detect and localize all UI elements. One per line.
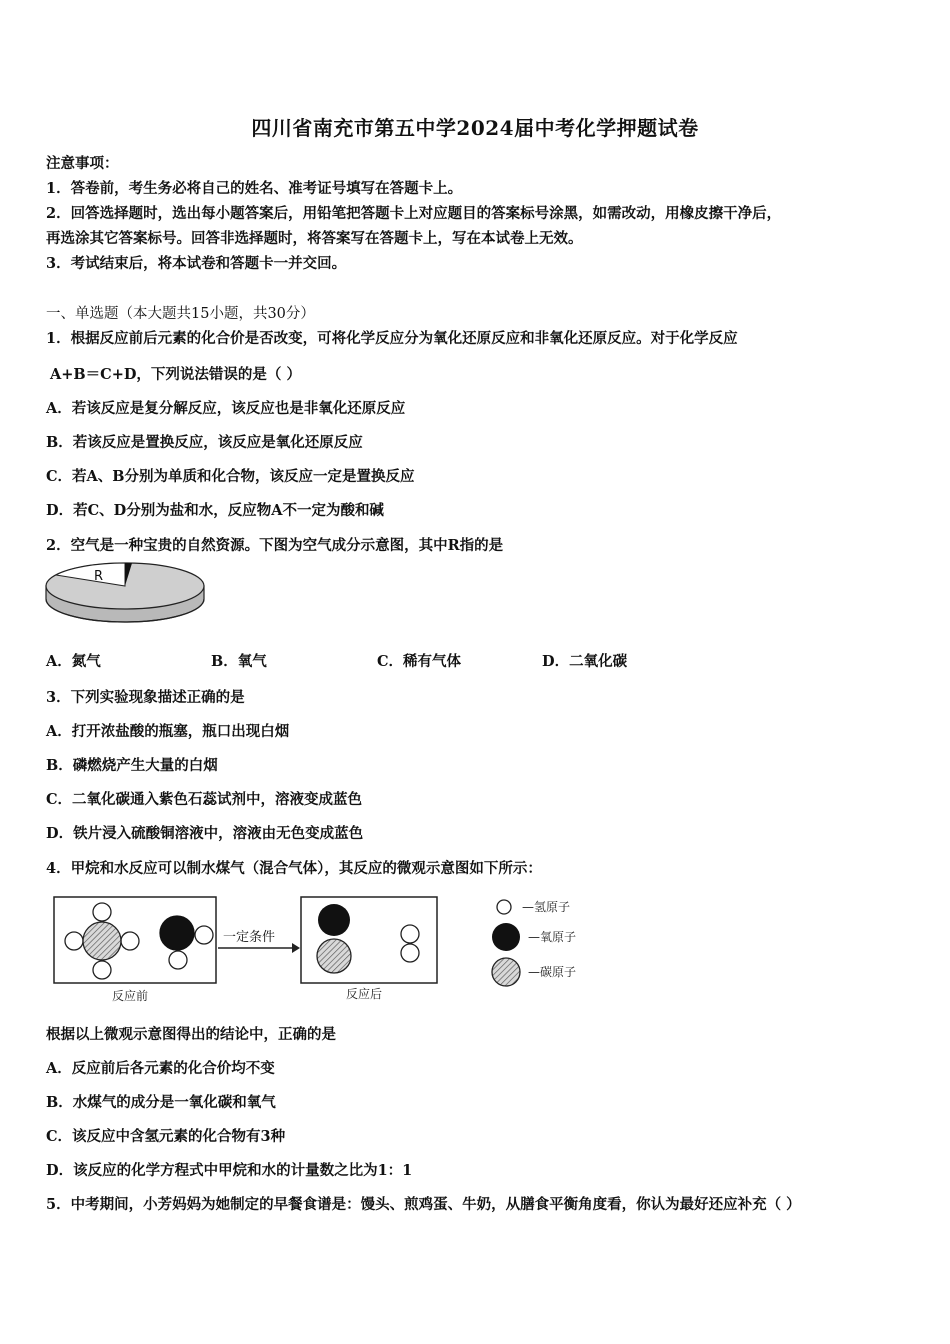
q3-option-a: A．打开浓盐酸的瓶塞，瓶口出现白烟	[46, 723, 290, 740]
q1-option-d: D．若C、D分别为盐和水，反应物A不一定为酸和碱	[46, 502, 384, 519]
q3-stem: 3．下列实验现象描述正确的是	[46, 689, 245, 706]
legend-oxygen: —氧原子	[528, 930, 577, 944]
q4-stem: 4．甲烷和水反应可以制水煤气（混合气体），其反应的微观示意图如下所示：	[46, 860, 542, 877]
reaction-diagram	[46, 890, 626, 1008]
q2-option-d: D．二氧化碳	[542, 653, 628, 670]
notice-item: 1．答卷前，考生务必将自己的姓名、准考证号填写在答题卡上。	[46, 180, 463, 197]
q2-stem: 2．空气是一种宝贵的自然资源。下图为空气成分示意图，其中R指的是	[46, 537, 504, 554]
after-label: 反应后	[346, 987, 383, 1001]
q2-option-b: B．氧气	[211, 653, 267, 670]
oxygen-legend-icon	[492, 923, 520, 951]
q4-option-b: B．水煤气的成分是一氧化碳和氧气	[46, 1094, 276, 1111]
q4-option-c: C．该反应中含氢元素的化合物有3种	[46, 1128, 286, 1145]
q4-option-d: D．该反应的化学方程式中甲烷和水的计量数之比为1：1	[46, 1162, 413, 1179]
page-title: 四川省南充市第五中学2024届中考化学押题试卷	[251, 116, 699, 140]
q1-option-c: C．若A、B分别为单质和化合物，该反应一定是置换反应	[46, 468, 415, 485]
hydrogen-legend-icon	[497, 900, 511, 914]
notice-heading: 注意事项：	[46, 155, 119, 172]
before-label: 反应前	[112, 989, 149, 1003]
q2-option-c: C．稀有气体	[377, 653, 462, 670]
q2-option-a: A．氮气	[46, 653, 101, 670]
q4-option-a: A．反应前后各元素的化合价均不变	[46, 1060, 275, 1077]
notice-item: 2．回答选择题时，选出每小题答案后，用铅笔把答题卡上对应题目的答案标号涂黑，如需改动，用橡皮擦干净后，	[46, 205, 782, 222]
notice-item: 再选涂其它答案标号。回答非选择题时，将答案写在答题卡上，写在本试卷上无效。	[46, 230, 583, 247]
q3-option-d: D．铁片浸入硫酸铜溶液中，溶液由无色变成蓝色	[46, 825, 364, 842]
carbon-legend-icon	[492, 958, 520, 986]
q1-option-a: A．若该反应是复分解反应，该反应也是非氧化还原反应	[46, 400, 406, 417]
q1-stem: 1．根据反应前后元素的化合价是否改变，可将化学反应分为氧化还原反应和非氧化还原反应。对于化学反应	[46, 330, 738, 347]
q3-option-c: C．二氧化碳通入紫色石蕊试剂中，溶液变成蓝色	[46, 791, 363, 808]
legend-hydrogen: —氢原子	[522, 900, 571, 914]
arrow-label: 一定条件	[223, 930, 276, 945]
q2-options	[46, 650, 746, 672]
q1-option-b: B．若该反应是置换反应，该反应是氧化还原反应	[46, 434, 363, 451]
legend-carbon: —碳原子	[528, 965, 577, 979]
air-composition-pie	[44, 560, 208, 628]
section-heading: 一、单选题（本大题共15小题，共30分）	[46, 306, 315, 322]
notice-item: 3．考试结束后，将本试卷和答题卡一并交回。	[46, 255, 347, 272]
q4-conclusion: 根据以上微观示意图得出的结论中，正确的是	[46, 1026, 336, 1043]
q1-stem-cont: A+B＝C+D，下列说法错误的是（ ）	[50, 366, 301, 383]
q5-stem: 5．中考期间，小芳妈妈为她制定的早餐食谱是：馒头、煎鸡蛋、牛奶，从膳食平衡角度看，你认为最好还应补充（ ）	[46, 1196, 801, 1213]
q3-option-b: B．磷燃烧产生大量的白烟	[46, 757, 218, 774]
pie-label-r: R	[94, 569, 104, 584]
